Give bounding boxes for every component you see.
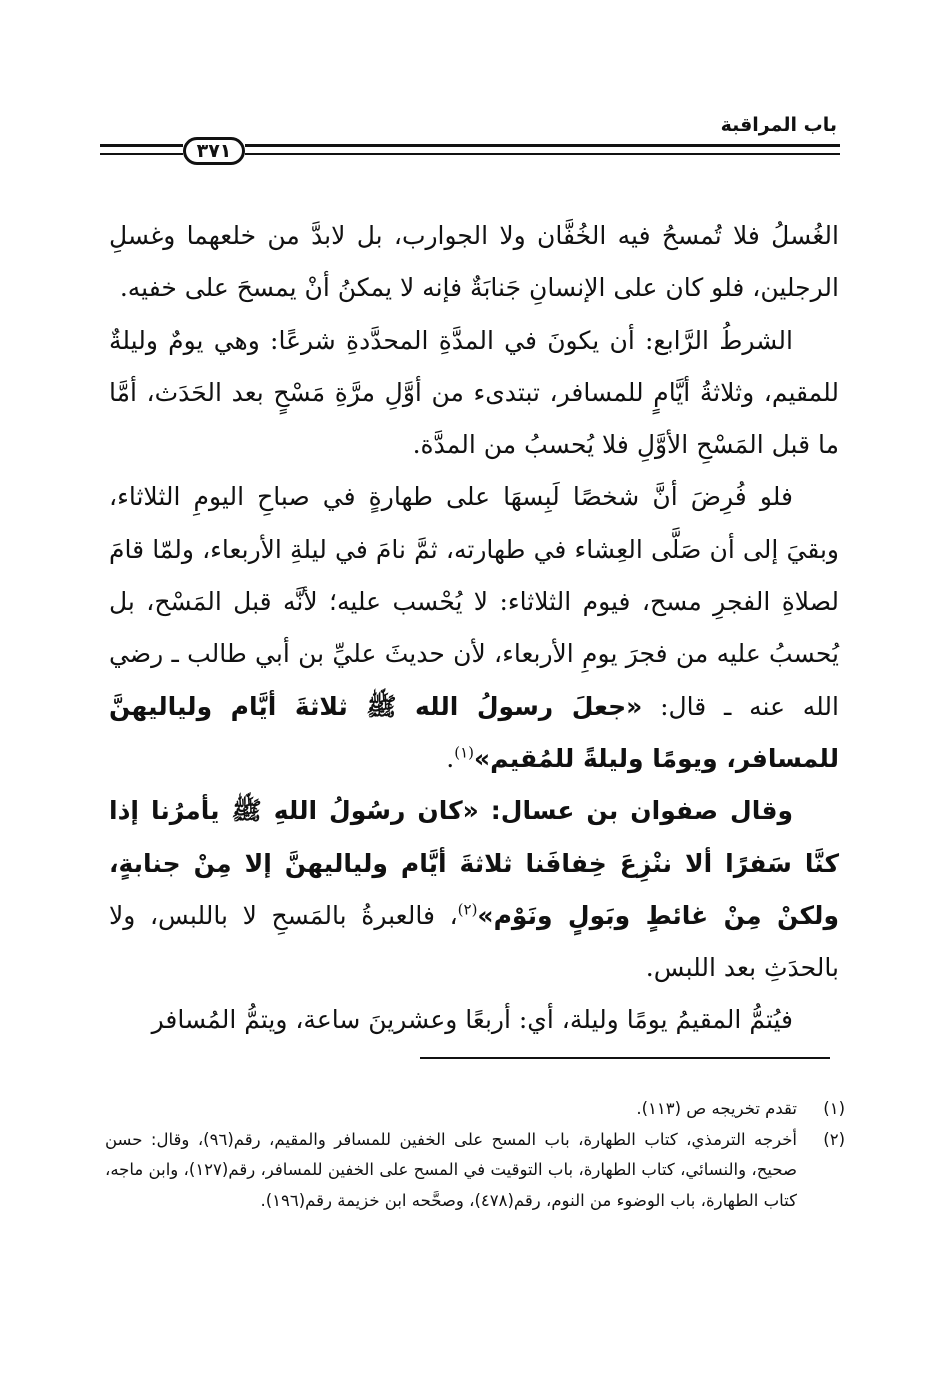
paragraph-text: ، فالعبرةُ بالمَسحِ لا باللبس، ولا بالحدَثِ بعد اللبس. — [109, 900, 839, 983]
header-rule-bottom — [100, 153, 183, 155]
header-rule-top-right — [245, 144, 840, 147]
hadith-quote: وقال صفوان بن عسال: «كان رسُولُ اللهِ ﷺ يأمرُنا إذا كنَّا سَفرًا ألا ننْزِعَ خِفافَنا ثلاثةَ أيَّام ولياليهنَّ إلا مِنْ جنابةٍ، ولكنْ مِنْ غائطٍ وبَولٍ ونَوْم» — [109, 796, 839, 930]
paragraph-text: فلو فُرِضَ أنَّ شخصًا لَبِسهَا على طهارةٍ في صباحِ اليومِ الثلاثاء، وبقيَ إلى أن صَلَّى العِشاء في طهارته، ثمَّ نامَ في ليلةِ الأربعاء، ولمّا قامَ لصلاةِ الفجرِ مسح، فيوم الثلاثاء: لا يُحْسب عليه؛ لأنَّه قبل المَسْح، بل يُحسبُ عليه من فجرَ يومِ الأربعاء، لأن حديثَ عليِّ بن أبي طالب ـ رضي الله عنه ـ قال: — [109, 482, 839, 721]
paragraph — [109, 471, 839, 785]
footnote-separator — [420, 1057, 830, 1059]
paragraph-text: . — [446, 743, 455, 773]
hadith-quote: «جعلَ رسولُ الله ﷺ ثلاثةَ أيَّام ولياليهنَّ للمسافر، ويومًا وليلةً للمُقيم» — [109, 691, 839, 773]
main-text — [109, 210, 839, 1047]
footnote-ref-2[interactable]: (٢) — [457, 900, 478, 919]
paragraph — [109, 315, 839, 472]
paragraph-text: فيُتمُّ المقيمُ يومًا وليلة، أي: أربعًا وعشرينَ ساعة، ويتمُّ المُسافر — [151, 1005, 793, 1035]
footnote-item — [105, 1125, 845, 1217]
header-rule-top — [100, 144, 183, 147]
footnote-text: تقدم تخريجه ص (١١٣). — [636, 1099, 797, 1118]
paragraph — [109, 785, 839, 994]
paragraph-text: الشرطُ الرَّابع: أن يكونَ في المدَّةِ المحدَّدةِ شرعًا: وهي يومٌ وليلةٌ للمقيم، وثلاثةُ أيَّامٍ للمسافر، تبتدىء من أوَّلِ مرَّةِ مَسْحٍ بعد الحَدَث، أمَّا ما قبل المَسْحِ الأوَّلِ فلا يُحسبُ من المدَّة. — [109, 325, 839, 460]
footnote-marker: (٢) — [823, 1129, 845, 1149]
running-header-title: باب المراقبة — [720, 114, 837, 136]
paragraph — [109, 994, 839, 1046]
footnote-marker: (١) — [823, 1099, 845, 1118]
footnote-text: أخرجه الترمذي، كتاب الطهارة، باب المسح على الخفين للمسافر والمقيم، رقم(٩٦)، وقال: حسن صحيح، والنسائي، كتاب الطهارة، باب التوقيت في المسح على الخفين للمسافر، رقم(١٢٧)، وابن ماجه، كتاب الطهارة، باب الوضوء من النوم، رقم(٤٧٨)، وصحَّحه ابن خزيمة رقم(١٩٦). — [105, 1129, 797, 1210]
footnotes — [105, 1094, 845, 1216]
header-rule-bottom-right — [245, 153, 840, 155]
paragraph — [109, 210, 839, 315]
paragraph-text: الغُسلُ فلا تُمسحُ فيه الخُفَّان ولا الجوارب، بل لابدَّ من خلعهما وغسلِ الرجلين، فلو كان على الإنسانِ جَنابَةٌ فإنه لا يمكنُ أنْ يمسحَ على خفيه. — [109, 221, 839, 303]
page-number-badge: ٣٧١ — [183, 137, 245, 165]
footnote-item — [105, 1094, 845, 1125]
footnote-ref-1[interactable]: (١) — [454, 743, 475, 762]
